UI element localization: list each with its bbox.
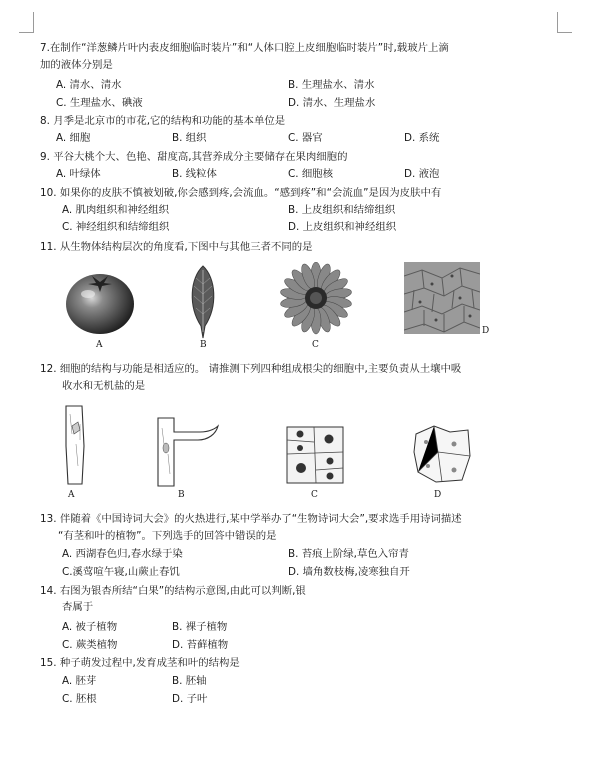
question-10-option-d: D. 上皮组织和神经组织 — [288, 221, 397, 233]
question-14-option-a: A. 被子植物 — [62, 621, 118, 633]
question-9-option-c: C. 细胞核 — [288, 168, 334, 180]
flower-image — [276, 262, 356, 338]
question-15-option-c: C. 胚根 — [62, 693, 97, 705]
page-corner-mark-top-right — [557, 12, 572, 33]
question-14-option-c: C. 蕨类植物 — [62, 639, 118, 651]
question-13-stem-cont: “有茎和叶的植物”。下列选手的回答中错误的是 — [58, 530, 277, 542]
question-8-option-b: B. 组织 — [172, 132, 207, 144]
question-8-option-a: A. 细胞 — [56, 132, 91, 144]
question-15-option-d: D. 子叶 — [172, 693, 208, 705]
page-corner-mark-top-left — [19, 12, 34, 33]
figure-12-label-d: D — [434, 490, 442, 500]
question-13-option-c: C.溪莺喧午寝,山蕨止春饥 — [62, 566, 180, 578]
question-7-option-c: C. 生理盐水、碘液 — [56, 97, 143, 109]
question-14-option-d: D. 苔藓植物 — [172, 639, 229, 651]
root-hair-cell-drawing — [150, 414, 220, 490]
elongation-cells-drawing — [412, 422, 472, 484]
question-8-option-c: C. 器官 — [288, 132, 323, 144]
question-13-option-b: B. 苔痕上阶绿,草色入帘青 — [288, 548, 409, 560]
figure-11-label-d: D — [482, 326, 490, 336]
figure-11-label-b: B — [200, 340, 207, 350]
question-11-stem: 11. 从生物体结构层次的角度看,下图中与其他三者不同的是 — [40, 241, 313, 253]
question-7-option-a: A. 清水、清水 — [56, 79, 122, 91]
question-10-stem: 10. 如果你的皮肤不慎被划破,你会感到疼,会流血。“感到疼”和“会流血”是因为皮肤中有 — [40, 187, 442, 199]
question-9-stem: 9. 平谷大桃个大、色艳、甜度高,其营养成分主要储存在果肉细胞的 — [40, 151, 348, 163]
question-15-option-a: A. 胚芽 — [62, 675, 97, 687]
question-7-stem: 7.在制作“洋葱鳞片叶内表皮细胞临时装片”和“人体口腔上皮细胞临时装片”时,载玻片上滴 — [40, 42, 449, 54]
question-15-option-b: B. 胚轴 — [172, 675, 207, 687]
question-10-option-a: A. 肌肉组织和神经组织 — [62, 204, 170, 216]
epidermis-cells-micrograph — [404, 262, 480, 334]
question-10-option-b: B. 上皮组织和结缔组织 — [288, 204, 396, 216]
question-7-option-d: D. 清水、生理盐水 — [288, 97, 376, 109]
question-10-option-c: C. 神经组织和结缔组织 — [62, 221, 170, 233]
question-9-option-d: D. 液泡 — [404, 168, 440, 180]
question-8-stem: 8. 月季是北京市的市花,它的结构和功能的基本单位是 — [40, 115, 286, 127]
leaf-image — [188, 264, 218, 340]
question-14-stem-cont: 杏属于 — [62, 601, 94, 613]
question-12-stem-cont: 收水和无机盐的是 — [62, 380, 146, 392]
question-9-option-b: B. 线粒体 — [172, 168, 217, 180]
tomato-image — [62, 262, 138, 338]
question-13-option-d: D. 墙角数枝梅,凌寒独自开 — [288, 566, 410, 578]
figure-11-label-a: A — [96, 340, 103, 350]
question-8-option-d: D. 系统 — [404, 132, 440, 144]
question-14-stem: 14. 右图为银杏所结“白果”的结构示意图,由此可以判断,银 — [40, 585, 306, 597]
figure-12-label-b: B — [178, 490, 185, 500]
figure-12-label-a: A — [68, 490, 75, 500]
question-7-option-b: B. 生理盐水、清水 — [288, 79, 375, 91]
question-13-option-a: A. 西湖春色归,春水绿于染 — [62, 548, 183, 560]
meristem-cells-drawing — [286, 426, 344, 484]
question-13-stem: 13. 伴随着《中国诗词大会》的火热进行,某中学举办了“生物诗词大会”,要求选手用诗词描述 — [40, 513, 462, 525]
root-cell-a-drawing — [60, 404, 90, 488]
figure-12-label-c: C — [311, 490, 318, 500]
question-7-stem-cont: 加的液体分别是 — [40, 59, 113, 71]
question-9-option-a: A. 叶绿体 — [56, 168, 101, 180]
question-15-stem: 15. 种子萌发过程中,发育成茎和叶的结构是 — [40, 657, 240, 669]
question-14-option-b: B. 裸子植物 — [172, 621, 228, 633]
figure-11-label-c: C — [312, 340, 319, 350]
question-12-stem: 12. 细胞的结构与功能是相适应的。 请推测下列四种组成根尖的细胞中,主要负责从土壤中吸 — [40, 363, 462, 375]
